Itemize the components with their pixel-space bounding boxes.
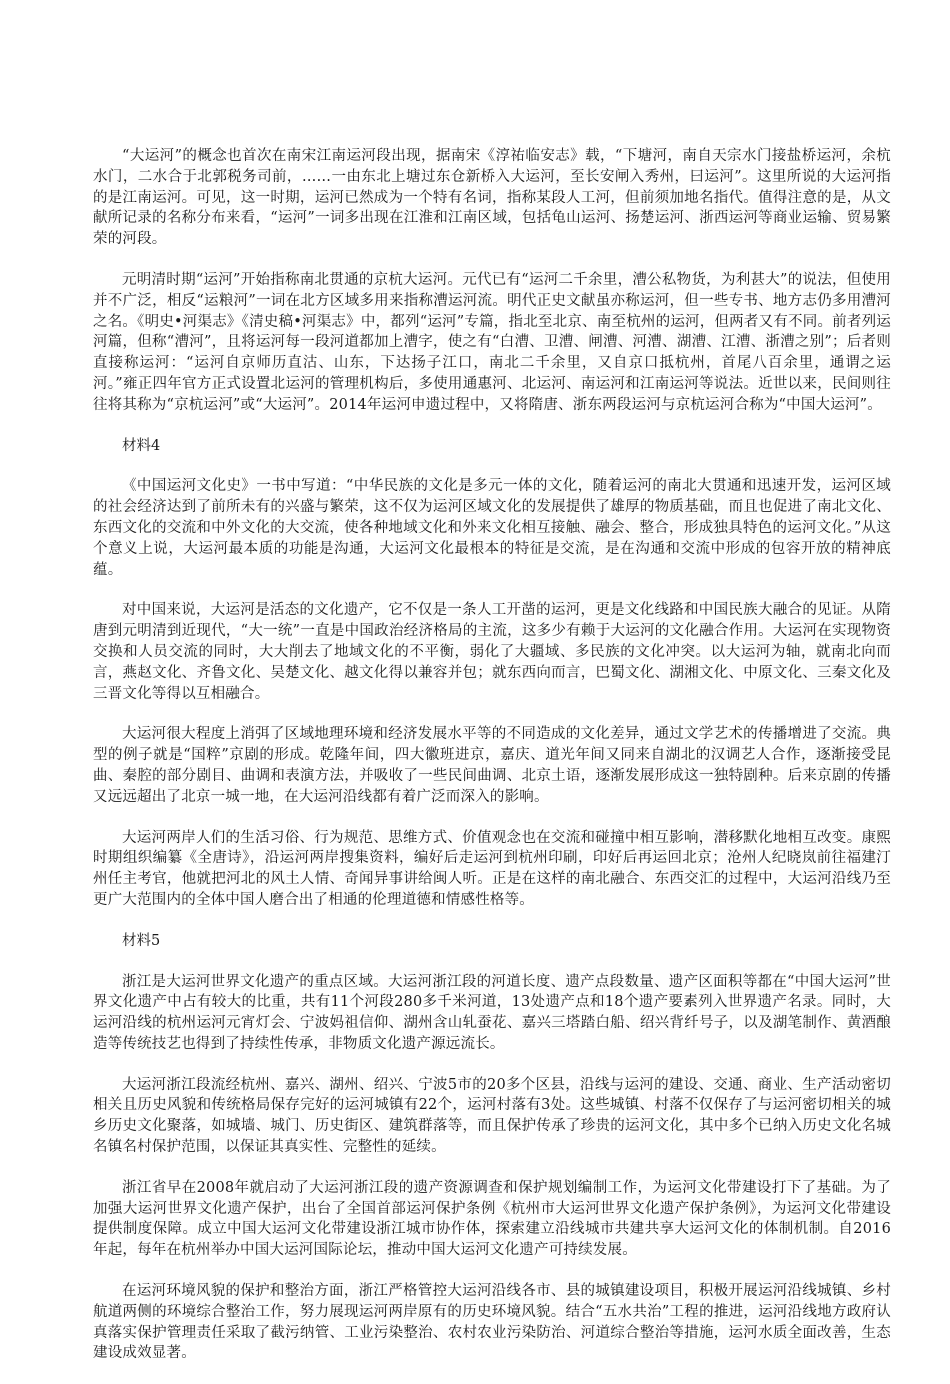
paragraph-environment-governance: 在运河环境风貌的保护和整治方面，浙江严格管控大运河沿线各市、县的城镇建设项目，积极开展运河沿线城镇、乡村航道两侧的环境综合整治工作，努力展现运河两岸原有的历史环境风貌。结合“五水共治”工程的推进，运河沿线地方政府认真落实保护管理责任采取了截污纳管、工业污染整治、农村农业污染防治、河道综合整治等措施，运河水质全面改善，生态建设成效显著。 bbox=[93, 1283, 891, 1362]
paragraph-zhejiang-protection: 浙江省早在2008年就启动了大运河浙江段的遗产资源调查和保护规划编制工作，为运河文化带建设打下了基础。为了加强大运河世界文化遗产保护，出台了全国首部运河保护条例《杭州市大运河世界文化遗产保护条例》，为运河文化带建设提供制度保障。成立中国大运河文化带建设浙江城市协作体，探索建立沿线城市共建共享大运河文化的体制机制。自2016年起，每年在杭州举办中国大运河国际论坛，推动中国大运河文化遗产可持续发展。 bbox=[93, 1179, 891, 1259]
document-page bbox=[93, 146, 891, 1384]
paragraph-zhejiang-towns: 大运河浙江段流经杭州、嘉兴、湖州、绍兴、宁波5市的20多个区县，沿线与运河的建设、交通、商业、生产活动密切相关且历史风貌和传统格局保存完好的运河城镇有22个，运河村落有3处。这些城镇、村落不仅保存了与运河密切相关的城乡历史文化聚落，如城墙、城门、历史街区、建筑群落等，而且保护传承了珍贵的运河文化，其中多个已纳入历史文化名城名镇名村保护范围，以保证其真实性、完整性的延续。 bbox=[93, 1076, 891, 1156]
paragraph-peking-opera: 大运河很大程度上消弭了区域地理环境和经济发展水平等的不同造成的文化差异，通过文学艺术的传播增进了交流。典型的例子就是“国粹”京剧的形成。乾隆年间，四大徽班进京，嘉庆、道光年间又同来自湖北的汉调艺人合作，逐渐接受昆曲、秦腔的部分剧目、曲调和表演方法，并吸收了一些民间曲调、北京土语，逐渐发展形成这一独特剧种。后来京剧的传播又远远超出了北京一城一地，在大运河沿线都有着广泛而深入的影响。 bbox=[93, 726, 891, 805]
paragraph-customs-exchange: 大运河两岸人们的生活习俗、行为规范、思维方式、价值观念也在交流和碰撞中相互影响，潜移默化地相互改变。康熙时期组织编纂《全唐诗》，沿运河两岸搜集资料，编好后走运河到杭州印刷，印好后再运回北京；沧州人纪晓岚前往福建汀州任主考官，他就把河北的风土人情、奇闻异事讲给闽人听。正是在这样的南北融合、东西交汇的过程中，大运河沿线乃至更广大范围内的全体中国人磨合出了相通的伦理道德和情感性格等。 bbox=[93, 829, 891, 908]
material-5-heading: 材料5 bbox=[122, 932, 161, 949]
paragraph-grand-canal-southern-song: “大运河”的概念也首次在南宋江南运河段出现，据南宋《淳祐临安志》载，“下塘河，南自天宗水门接盐桥运河，余杭水门，二水合于北郭税务司前，……一由东北上塘过东仓新桥入大运河，至长安闸入秀州，曰运河”。这里所说的大运河指的是江南运河。可见，这一时期，运河已然成为一个特有名词，指称某段人工河，但前须加地名指代。值得注意的是，从文献所记录的名称分布来看，“运河”一词多出现在江淮和江南区域，包括龟山运河、扬楚运河、浙西运河等商业运输、贸易繁荣的河段。 bbox=[93, 148, 891, 248]
material-4-heading: 材料4 bbox=[122, 437, 161, 454]
paragraph-yuan-ming-qing-canal: 元明清时期“运河”开始指称南北贯通的京杭大运河。元代已有“运河二千余里，漕公私物货，为利甚大”的说法，但使用并不广泛，相反“运粮河”一词在北方区域多用来指称漕运河流。明代正史文献虽亦称运河，但一些专书、地方志仍多用漕河之名。《明史•河渠志》《清史稿•河渠志》中，都列“运河”专篇，指北至北京、南至杭州的运河，但两者又有不同。前者列运河篇，但称“漕河”，且将运河每一段河道都加上漕字，使之有“白漕、卫漕、闸漕、河漕、湖漕、江漕、浙漕之别”；后者则直接称运河：“运河自京师历直沽、山东，下达扬子江口，南北二千余里，又自京口抵杭州，首尾八百余里，通谓之运河。”雍正四年官方正式设置北运河的管理机构后，多使用通惠河、北运河、南运河和江南运河等说法。近世以来，民间则往往将其称为“京杭运河”或“大运河”。2014年运河申遗过程中，又将隋唐、浙东两段运河与京杭运河合称为“中国大运河”。 bbox=[93, 271, 891, 413]
paragraph-living-heritage: 对中国来说，大运河是活态的文化遗产，它不仅是一条人工开凿的运河，更是文化线路和中国民族大融合的见证。从隋唐到元明清到近现代，“大一统”一直是中国政治经济格局的主流，这多少有赖于大运河的文化融合作用。大运河在实现物资交换和人员交流的同时，大大削去了地域文化的不平衡，弱化了大疆域、多民族的文化冲突。以大运河为轴，就南北向而言，燕赵文化、齐鲁文化、吴楚文化、越文化得以兼容并包；就东西向而言，巴蜀文化、湖湘文化、中原文化、三秦文化及三晋文化等得以互相融合。 bbox=[93, 602, 891, 702]
paragraph-zhejiang-heritage: 浙江是大运河世界文化遗产的重点区域。大运河浙江段的河道长度、遗产点段数量、遗产区面积等都在“中国大运河”世界文化遗产中占有较大的比重，共有11个河段280多千米河道，13处遗产点和18个遗产要素列入世界遗产名录。同时，大运河沿线的杭州运河元宵灯会、宁波妈祖信仰、湖州含山轧蚕花、嘉兴三塔踏白船、绍兴背纤号子，以及湖笔制作、黄酒酿造等传统技艺也得到了持续性传承，非物质文化遗产源远流长。 bbox=[93, 973, 891, 1052]
paragraph-canal-culture-history: 《中国运河文化史》一书中写道：“中华民族的文化是多元一体的文化，随着运河的南北大贯通和迅速开发，运河区域的社会经济达到了前所未有的兴盛与繁荣，这不仅为运河区域文化的发展提供了雄厚的物质基础，而且也促进了南北文化、东西文化的交流和中外文化的大交流，使各种地域文化和外来文化相互接触、融会、整合，形成独具特色的运河文化。”从这个意义上说，大运河最本质的功能是沟通，大运河文化最根本的特征是交流，是在沟通和交流中形成的包容开放的精神底蕴。 bbox=[93, 478, 891, 578]
